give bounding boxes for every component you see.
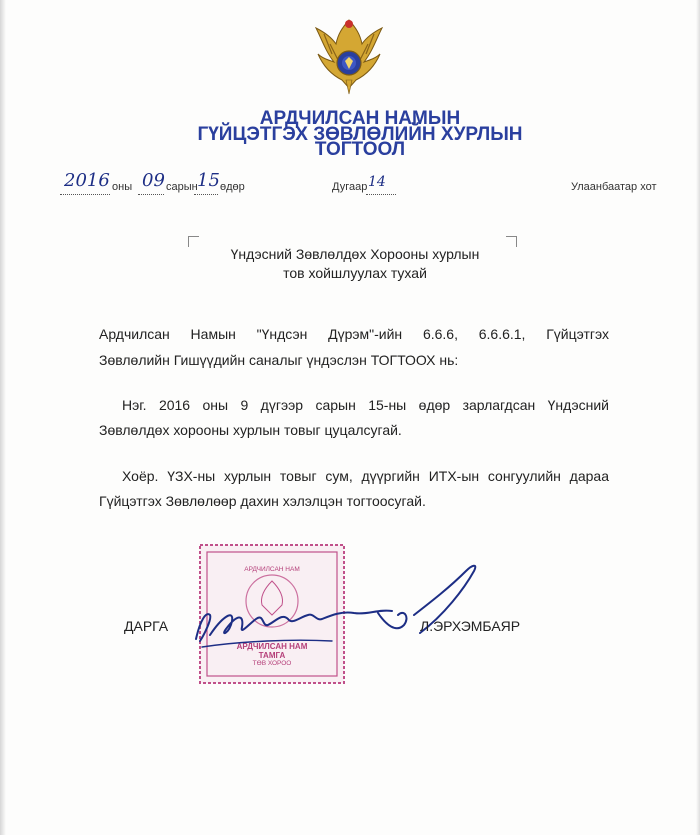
scan-edge-right — [696, 0, 700, 835]
scan-edge-left — [0, 0, 6, 835]
item-two-line2: Гүйцэтгэх Зөвлөлөөр дахин хэлэлцэн тогтоосугай. — [99, 493, 426, 509]
party-emblem-icon — [312, 14, 386, 98]
item-one-line1: Нэг. 2016 оны 9 дүгээр сарын 15-ны өдөр зарлагдсан Үндэсний — [122, 397, 609, 413]
handwritten-day: 15 — [197, 170, 220, 191]
subject-line2: тов хойшлуулах тухай — [283, 265, 427, 281]
preamble-line2: Зөвлөлийн Гишүүдийн саналыг үндэслэн ТОГТООХ нь: — [99, 352, 459, 368]
preamble-line1: Ардчилсан Намын "Үндсэн Дүрэм"-ийн 6.6.6, 6.6.6.1, Гүйцэтгэх — [99, 326, 609, 342]
handwritten-number: 14 — [368, 174, 386, 190]
month-label: сарын — [166, 181, 198, 193]
day-underline — [194, 194, 218, 195]
year-label: оны — [112, 181, 133, 193]
city-label: Улаанбаатар хот — [571, 181, 657, 193]
stamp-text-bottom: ТӨВ ХОРОО — [252, 660, 292, 667]
day-label: өдөр — [220, 181, 245, 193]
subject-line1: Үндэсний Зөвлөлдөх Хорооны хурлын — [230, 246, 480, 262]
signatory-title: ДАРГА — [124, 618, 169, 634]
month-underline — [138, 194, 164, 195]
handwritten-month: 09 — [142, 170, 165, 191]
handwritten-year: 2016 — [64, 170, 110, 191]
signatory-name: Л.ЭРХЭМБАЯР — [420, 618, 521, 634]
handwritten-signature — [182, 555, 502, 667]
stamp-text-top: АРДЧИЛСАН НАМ — [244, 566, 300, 573]
year-underline — [60, 194, 110, 195]
org-name-line2: ГҮЙЦЭТГЭХ ЗӨВЛӨЛИЙН ХУРЛЫН — [197, 124, 523, 145]
stamp-text-middle: АРДЧИЛСАН НАМ — [236, 642, 308, 651]
org-name-line1: АРДЧИЛСАН НАМЫН — [259, 108, 461, 129]
stamp-text-seal: ТАМГА — [258, 651, 286, 660]
item-two-line1: Хоёр. ҮЗХ-ны хурлын товыг сум, дүүргийн ИТХ-ын сонгуулийн дараа — [122, 468, 609, 484]
number-label: Дугаар — [332, 181, 368, 193]
number-underline — [366, 194, 396, 195]
item-one-line2: Зөвлөлдөх хорооны хурлын товыг цуцалсугай. — [99, 422, 402, 438]
document-type-title: ТОГТООЛ — [314, 139, 406, 160]
